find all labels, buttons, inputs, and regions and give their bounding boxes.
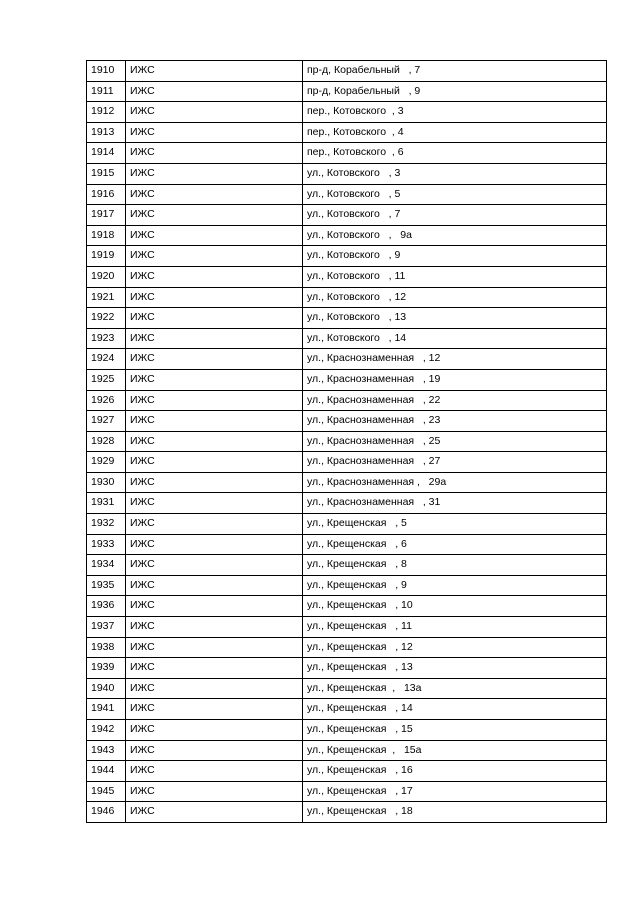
table-row <box>87 328 607 349</box>
address-cell: ул., Крещенская , 13а <box>303 678 607 699</box>
address-cell: ул., Котовского , 9а <box>303 225 607 246</box>
address-cell: ул., Крещенская , 6 <box>303 534 607 555</box>
table-row <box>87 266 607 287</box>
row-number-cell: 1940 <box>87 678 126 699</box>
land-type-cell: ИЖС <box>126 637 303 658</box>
land-type-cell: ИЖС <box>126 205 303 226</box>
table-row <box>87 802 607 823</box>
land-type-cell: ИЖС <box>126 308 303 329</box>
address-cell: ул., Котовского , 9 <box>303 246 607 267</box>
land-type-cell: ИЖС <box>126 349 303 370</box>
land-type-cell: ИЖС <box>126 163 303 184</box>
land-type-cell: ИЖС <box>126 802 303 823</box>
row-number-cell: 1927 <box>87 411 126 432</box>
land-type-cell: ИЖС <box>126 575 303 596</box>
table-row <box>87 781 607 802</box>
table-row <box>87 452 607 473</box>
land-type-cell: ИЖС <box>126 81 303 102</box>
land-type-cell: ИЖС <box>126 431 303 452</box>
table-row <box>87 658 607 679</box>
address-cell: ул., Крещенская , 13 <box>303 658 607 679</box>
address-cell: ул., Краснознаменная , 29а <box>303 472 607 493</box>
row-number-cell: 1920 <box>87 266 126 287</box>
row-number-cell: 1944 <box>87 761 126 782</box>
address-cell: ул., Котовского , 3 <box>303 163 607 184</box>
address-cell: ул., Крещенская , 11 <box>303 617 607 638</box>
land-type-cell: ИЖС <box>126 493 303 514</box>
row-number-cell: 1931 <box>87 493 126 514</box>
table-row <box>87 349 607 370</box>
row-number-cell: 1938 <box>87 637 126 658</box>
row-number-cell: 1914 <box>87 143 126 164</box>
table-row <box>87 493 607 514</box>
land-type-cell: ИЖС <box>126 184 303 205</box>
table-row <box>87 163 607 184</box>
row-number-cell: 1926 <box>87 390 126 411</box>
row-number-cell: 1939 <box>87 658 126 679</box>
row-number-cell: 1919 <box>87 246 126 267</box>
row-number-cell: 1912 <box>87 102 126 123</box>
table-row <box>87 390 607 411</box>
address-cell: ул., Крещенская , 16 <box>303 761 607 782</box>
table-row <box>87 534 607 555</box>
row-number-cell: 1945 <box>87 781 126 802</box>
address-cell: ул., Крещенская , 15а <box>303 740 607 761</box>
land-type-cell: ИЖС <box>126 411 303 432</box>
table-row <box>87 637 607 658</box>
address-cell: пр-д, Корабельный , 9 <box>303 81 607 102</box>
row-number-cell: 1932 <box>87 514 126 535</box>
address-cell: ул., Краснознаменная , 31 <box>303 493 607 514</box>
address-cell: ул., Краснознаменная , 23 <box>303 411 607 432</box>
table-row <box>87 596 607 617</box>
row-number-cell: 1943 <box>87 740 126 761</box>
row-number-cell: 1942 <box>87 720 126 741</box>
land-type-cell: ИЖС <box>126 514 303 535</box>
land-type-cell: ИЖС <box>126 596 303 617</box>
address-cell: ул., Краснознаменная , 19 <box>303 369 607 390</box>
table-row <box>87 81 607 102</box>
row-number-cell: 1913 <box>87 122 126 143</box>
table-row <box>87 555 607 576</box>
row-number-cell: 1923 <box>87 328 126 349</box>
address-cell: ул., Краснознаменная , 27 <box>303 452 607 473</box>
row-number-cell: 1937 <box>87 617 126 638</box>
row-number-cell: 1925 <box>87 369 126 390</box>
address-cell: ул., Котовского , 14 <box>303 328 607 349</box>
row-number-cell: 1929 <box>87 452 126 473</box>
row-number-cell: 1946 <box>87 802 126 823</box>
row-number-cell: 1934 <box>87 555 126 576</box>
address-cell: ул., Котовского , 11 <box>303 266 607 287</box>
row-number-cell: 1930 <box>87 472 126 493</box>
table-row <box>87 287 607 308</box>
address-cell: ул., Крещенская , 14 <box>303 699 607 720</box>
address-table-body <box>87 61 607 823</box>
land-type-cell: ИЖС <box>126 287 303 308</box>
row-number-cell: 1916 <box>87 184 126 205</box>
table-row <box>87 472 607 493</box>
table-row <box>87 761 607 782</box>
row-number-cell: 1922 <box>87 308 126 329</box>
row-number-cell: 1936 <box>87 596 126 617</box>
address-cell: ул., Котовского , 7 <box>303 205 607 226</box>
address-cell: пер., Котовского , 3 <box>303 102 607 123</box>
address-cell: ул., Котовского , 12 <box>303 287 607 308</box>
address-cell: пр-д, Корабельный , 7 <box>303 61 607 82</box>
land-type-cell: ИЖС <box>126 720 303 741</box>
address-cell: ул., Крещенская , 5 <box>303 514 607 535</box>
row-number-cell: 1918 <box>87 225 126 246</box>
address-cell: ул., Котовского , 13 <box>303 308 607 329</box>
table-row <box>87 720 607 741</box>
table-row <box>87 369 607 390</box>
table-row <box>87 143 607 164</box>
address-cell: ул., Крещенская , 10 <box>303 596 607 617</box>
address-cell: ул., Крещенская , 17 <box>303 781 607 802</box>
land-type-cell: ИЖС <box>126 122 303 143</box>
table-row <box>87 308 607 329</box>
address-cell: ул., Крещенская , 8 <box>303 555 607 576</box>
land-type-cell: ИЖС <box>126 266 303 287</box>
land-type-cell: ИЖС <box>126 452 303 473</box>
table-row <box>87 225 607 246</box>
address-cell: пер., Котовского , 6 <box>303 143 607 164</box>
address-cell: ул., Краснознаменная , 22 <box>303 390 607 411</box>
address-cell: ул., Краснознаменная , 12 <box>303 349 607 370</box>
table-row <box>87 514 607 535</box>
table-row <box>87 61 607 82</box>
table-row <box>87 184 607 205</box>
table-row <box>87 740 607 761</box>
table-row <box>87 431 607 452</box>
land-type-cell: ИЖС <box>126 534 303 555</box>
land-type-cell: ИЖС <box>126 740 303 761</box>
address-cell: ул., Крещенская , 15 <box>303 720 607 741</box>
row-number-cell: 1910 <box>87 61 126 82</box>
table-row <box>87 102 607 123</box>
row-number-cell: 1928 <box>87 431 126 452</box>
table-row <box>87 411 607 432</box>
land-type-cell: ИЖС <box>126 555 303 576</box>
land-type-cell: ИЖС <box>126 678 303 699</box>
row-number-cell: 1917 <box>87 205 126 226</box>
land-type-cell: ИЖС <box>126 472 303 493</box>
land-type-cell: ИЖС <box>126 761 303 782</box>
row-number-cell: 1911 <box>87 81 126 102</box>
land-type-cell: ИЖС <box>126 781 303 802</box>
address-cell: ул., Крещенская , 9 <box>303 575 607 596</box>
address-cell: ул., Крещенская , 12 <box>303 637 607 658</box>
address-cell: пер., Котовского , 4 <box>303 122 607 143</box>
table-row <box>87 575 607 596</box>
land-type-cell: ИЖС <box>126 369 303 390</box>
table-row <box>87 122 607 143</box>
land-type-cell: ИЖС <box>126 617 303 638</box>
row-number-cell: 1935 <box>87 575 126 596</box>
table-row <box>87 678 607 699</box>
address-table <box>86 60 607 823</box>
table-row <box>87 617 607 638</box>
land-type-cell: ИЖС <box>126 143 303 164</box>
row-number-cell: 1924 <box>87 349 126 370</box>
land-type-cell: ИЖС <box>126 225 303 246</box>
address-cell: ул., Котовского , 5 <box>303 184 607 205</box>
table-row <box>87 699 607 720</box>
row-number-cell: 1941 <box>87 699 126 720</box>
table-row <box>87 246 607 267</box>
land-type-cell: ИЖС <box>126 390 303 411</box>
table-row <box>87 205 607 226</box>
address-cell: ул., Краснознаменная , 25 <box>303 431 607 452</box>
row-number-cell: 1933 <box>87 534 126 555</box>
land-type-cell: ИЖС <box>126 61 303 82</box>
land-type-cell: ИЖС <box>126 699 303 720</box>
land-type-cell: ИЖС <box>126 328 303 349</box>
land-type-cell: ИЖС <box>126 658 303 679</box>
land-type-cell: ИЖС <box>126 102 303 123</box>
row-number-cell: 1915 <box>87 163 126 184</box>
address-cell: ул., Крещенская , 18 <box>303 802 607 823</box>
land-type-cell: ИЖС <box>126 246 303 267</box>
row-number-cell: 1921 <box>87 287 126 308</box>
